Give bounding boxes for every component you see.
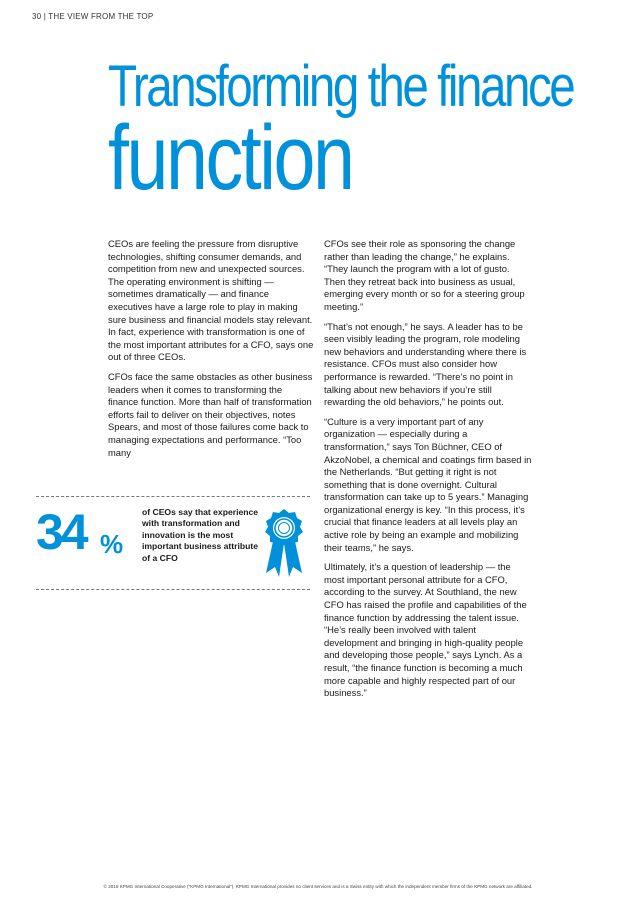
stat-description: of CEOs say that experience with transformation and innovation is the most important business attribute of a CFO [142,507,259,563]
right-paragraph-2: “That’s not enough,” he says. A leader has to be seen visibly leading the program, role modeling new behaviors and understanding where there is resistance. CFOs must also consider how performance is rewarded. “There’s no point in talking about new behaviors if you’re still rewarding the old behaviors,” he points out. [324,320,527,408]
footer-copyright: © 2015 KPMG International Cooperative (“KPMG International”). KPMG International provides no client services and is a Swiss entity with which the independent member firms of the KPMG network are affiliated. [103,884,533,889]
page-title-line-2: function [108,107,353,209]
left-column [108,238,314,466]
left-paragraph-1: CEOs are feeling the pressure from disruptive technologies, shifting consumer demands, and competition from new and unexpected sources. The operating environment is shifting — sometimes dramatically — and finance executives have a large role to play in making sure business and financial models stay relevant. In fact, experience with transformation is one of the most important attributes for a CFO, says one out of three CEOs. [108,238,314,363]
right-paragraph-4: Ultimately, it’s a question of leadership — the most important personal attribute for a CFO, according to the survey. At Southland, the new CFO has raised the profile and capabilities of the finance function by addressing the talent issue. “He’s really been involved with talent development and bringing in high-quality people and developing those people,” says Lynch. As a result, “the finance function is becoming a much more capable and highly respected part of our business.” [324,561,527,699]
right-paragraph-1: CFOs see their role as sponsoring the change rather than leading the change,” he explains. “They launch the program with a lot of gusto. Then they retreat back into business as usual, emerging every month or so for a steering group meeting.” [324,238,525,312]
page-title-line-1: Transforming the finance [108,54,574,119]
stat-unit: % [100,529,124,559]
right-column [324,238,532,707]
award-ribbon-icon [262,507,306,581]
page-title [108,54,636,209]
running-head: 30 | THE VIEW FROM THE TOP [32,12,154,21]
right-paragraph-3: “Culture is a very important part of any organization — especially during a transformation,” says Ton Büchner, CEO of AkzoNobel, a chemical and coatings firm based in the Netherlands. “But getting it right is not something that is done overnight. Cultural transformation can take up to 5 years.” Managing organizational energy is key. “In this process, it’s crucial that finance leaders at all levels play an active role by being an example and mobilizing their teams,” he says. [324,415,532,553]
left-paragraph-2: CFOs face the same obstacles as other business leaders when it comes to transforming the finance function. More than half of transformation efforts fail to deliver on their objectives, notes Spears, and most of those failures come back to managing expectations and performance. “Too many [108,370,313,458]
stat-value: 34 [36,504,86,560]
stat-callout [36,496,310,590]
